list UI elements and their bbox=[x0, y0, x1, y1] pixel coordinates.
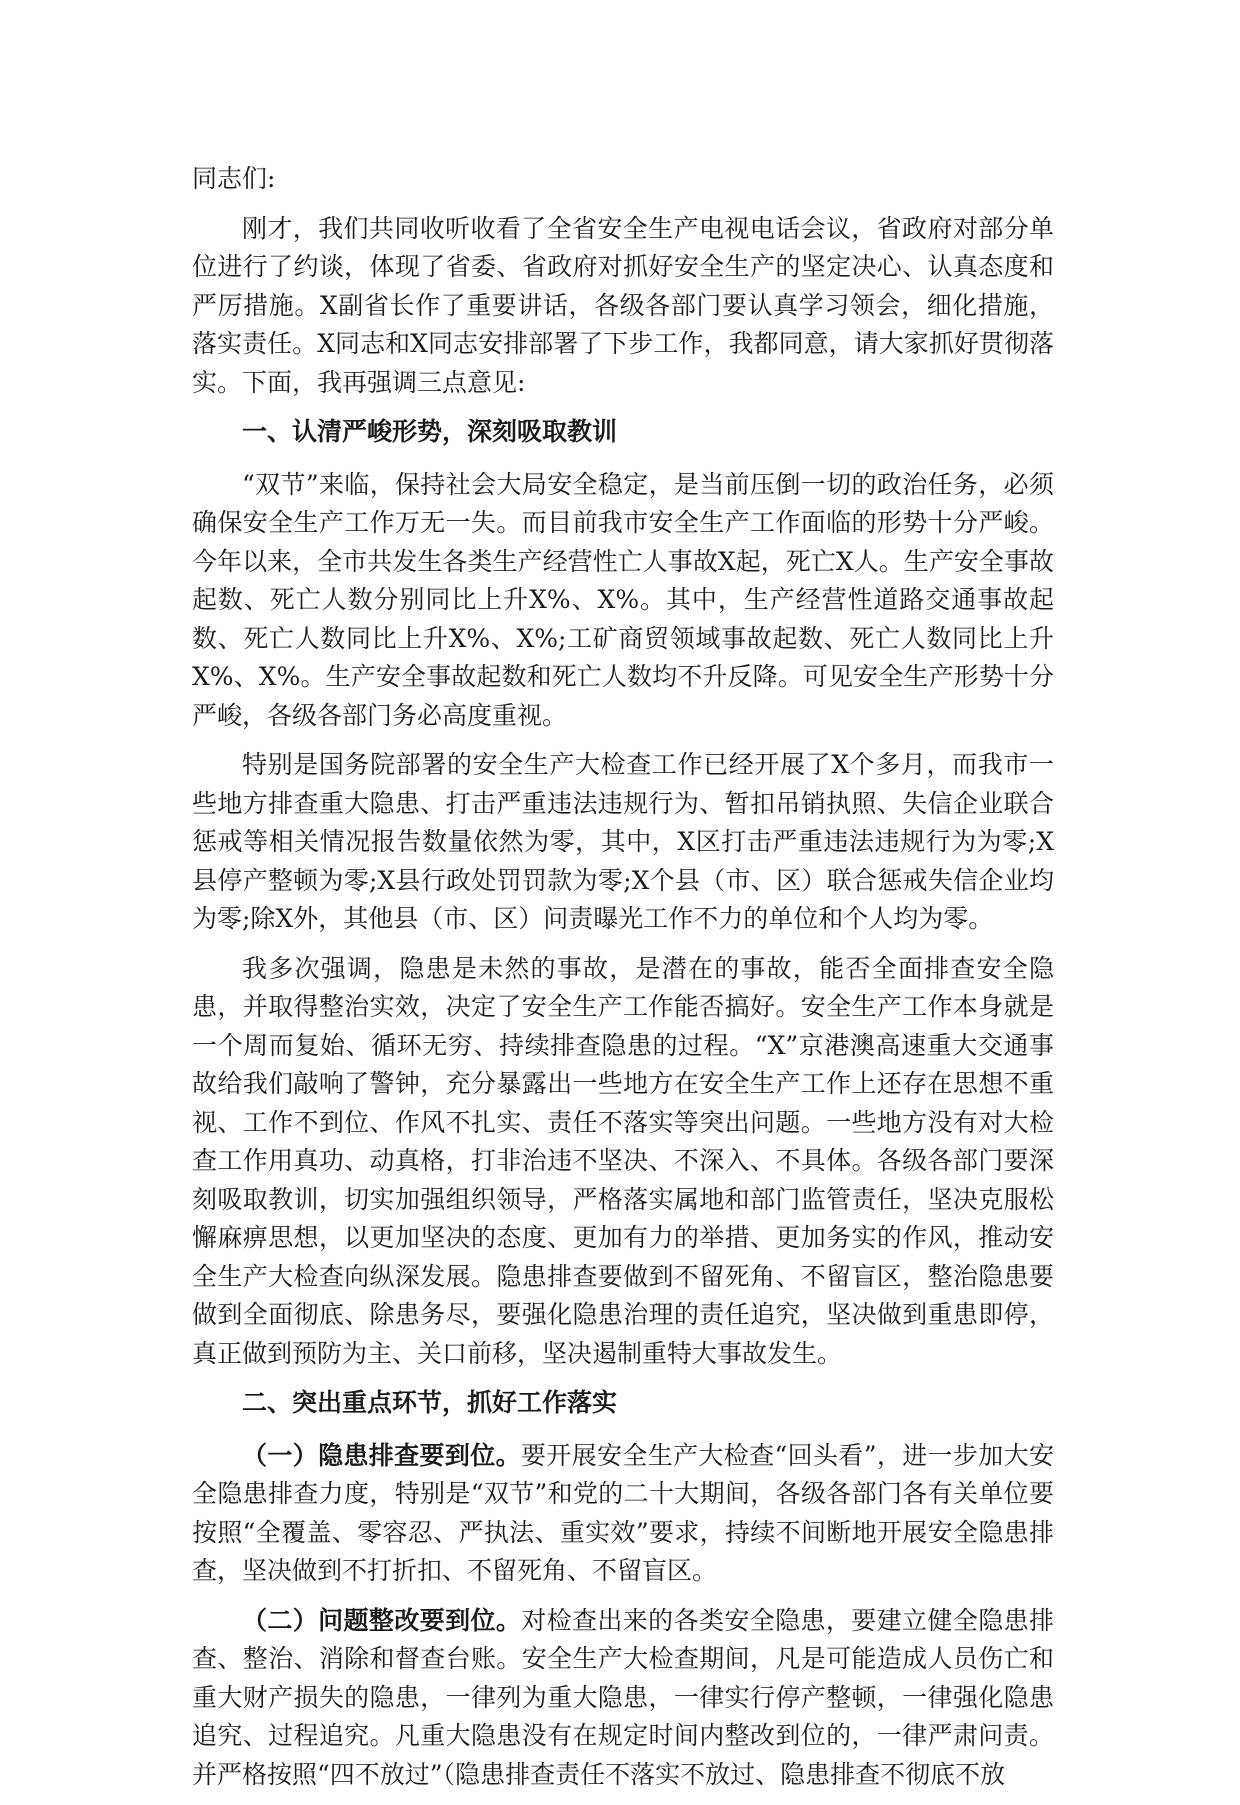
item-text: 对检查出来的各类安全隐患，要建立健全隐患排查、整治、消除和督查台账。安全生产大检查期间，凡是可能造成人员伤亡和重大财产损失的隐患，一律列为重大隐患，一律实行停产整顿，一律强化隐患追究、过程追究。凡重大隐患没有在规定时间内整改到位的，一律严肃问责。并严格按照“四不放过”（隐患排查责任不落实不放过、隐患排查不彻底不放 bbox=[192, 1605, 1054, 1789]
section-1-paragraph: “双节”来临，保持社会大局安全稳定，是当前压倒一切的政治任务，必须确保安全生产工作万无一失。而目前我市安全生产工作面临的形势十分严峻。今年以来，全市共发生各类生产经营性亡人事故X起，死亡X人。生产安全事故起数、死亡人数分别同比上升X%、X%。其中，生产经营性道路交通事故起数、死亡人数同比上升X%、X%;工矿商贸领域事故起数、死亡人数同比上升X%、X%。生产安全事故起数和死亡人数均不升反降。可见安全生产形势十分严峻，各级各部门务必高度重视。 bbox=[192, 469, 1054, 730]
section-2-item bbox=[192, 1602, 1054, 1795]
section-1-paragraph: 特别是国务院部署的安全生产大检查工作已经开展了X个多月，而我市一些地方排查重大隐患、打击严重违法违规行为、暂扣吊销执照、失信企业联合惩戒等相关情况报告数量依然为零，其中，X区打击严重违法违规行为为零;X县停产整顿为零;X县行政处罚罚款为零;X个县（市、区）联合惩戒失信企业均为零;除X外，其他县（市、区）问责曝光工作不力的单位和个人均为零。 bbox=[192, 750, 1054, 933]
document-body bbox=[192, 160, 1054, 1805]
item-lead: （一）隐患排查要到位。 bbox=[242, 1440, 521, 1470]
item-lead: （二）问题整改要到位。 bbox=[242, 1605, 522, 1635]
section-2-heading: 二、突出重点环节，抓好工作落实 bbox=[242, 1388, 618, 1417]
item-text: 要开展安全生产大检查“回头看”，进一步加大安全隐患排查力度，特别是“双节”和党的二十大期间，各级各部门各有关单位要按照“全覆盖、零容忍、严执法、重实效”要求，持续不间断地开展安全隐患排查，坚决做到不打折扣、不留死角、不留盲区。 bbox=[192, 1440, 1054, 1585]
intro-paragraph: 刚才，我们共同收听收看了全省安全生产电视电话会议，省政府对部分单位进行了约谈，体现了省委、省政府对抓好安全生产的坚定决心、认真态度和严厉措施。X副省长作了重要讲话，各级各部门要认真学习领会，细化措施，落实责任。X同志和X同志安排部署了下步工作，我都同意，请大家抓好贯彻落实。下面，我再强调三点意见: bbox=[192, 213, 1054, 397]
section-2-item bbox=[192, 1437, 1054, 1591]
section-1-heading: 一、认清严峻形势，深刻吸取教训 bbox=[242, 417, 618, 446]
salutation: 同志们: bbox=[192, 164, 276, 193]
section-1-paragraph: 我多次强调，隐患是未然的事故，是潜在的事故，能否全面排查安全隐患，并取得整治实效，决定了安全生产工作能否搞好。安全生产工作本身就是一个周而复始、循环无穷、持续排查隐患的过程。“X”京港澳高速重大交通事故给我们敲响了警钟，充分暴露出一些地方在安全生产工作上还存在思想不重视、工作不到位、作风不扎实、责任不落实等突出问题。一些地方没有对大检查工作用真功、动真格，打非治违不坚决、不深入、不具体。各级各部门要深刻吸取教训，切实加强组织领导，严格落实属地和部门监管责任，坚决克服松懈麻痹思想，以更加坚决的态度、更加有力的举措、更加务实的作风，推动安全生产大检查向纵深发展。隐患排查要做到不留死角、不留盲区，整治隐患要做到全面彻底、除患务尽，要强化隐患治理的责任追究，坚决做到重患即停，真正做到预防为主、关口前移，坚决遏制重特大事故发生。 bbox=[192, 953, 1054, 1368]
